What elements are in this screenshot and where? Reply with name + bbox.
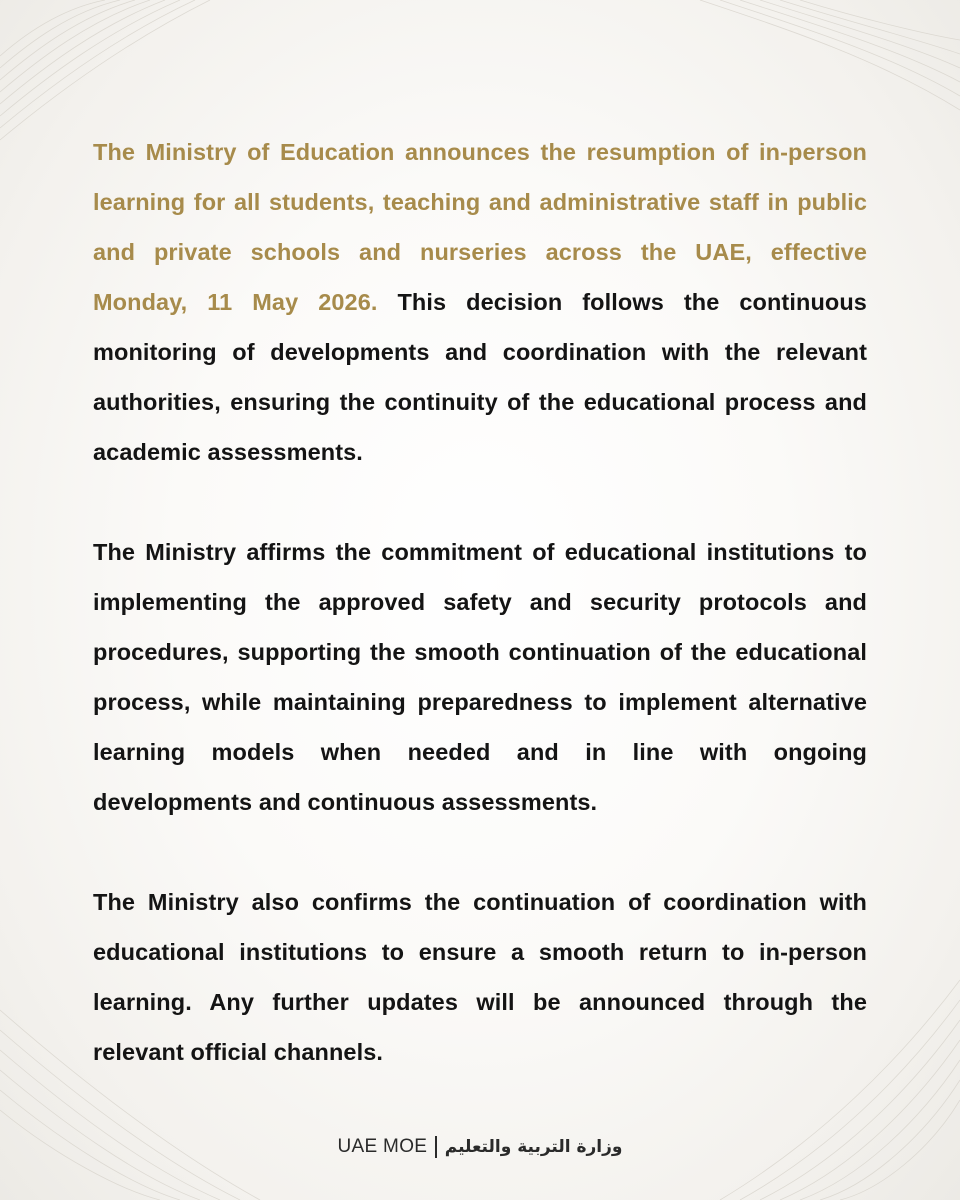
footer-divider: [435, 1136, 437, 1158]
paragraph-text: This decision follows the continuous monitoring of developments and coordination with the relevant authorities, ensuring the continuity of the educational process and academic assessments.: [93, 289, 867, 465]
announcement-paragraph-3: [93, 877, 867, 1077]
footer-branding: [0, 1132, 960, 1162]
paragraph-text: The Ministry affirms the commitment of educational institutions to implementing the approved safety and security protocols and procedures, supporting the smooth continuation of the educational process, while maintaining preparedness to implement alternative learning models when needed and in line with ongoing developments and continuous assessments.: [93, 539, 867, 815]
announcement-paragraph-1: [93, 127, 867, 477]
announcement-paragraph-2: [93, 527, 867, 827]
org-name-english: UAE MOE: [337, 1136, 428, 1157]
announcement-highlight: The Ministry of Education announces the resumption of in-person learning for all students, teaching and administrative staff in public and private schools and nurseries across the UAE, effective Monday, 11 May 2026.: [93, 139, 867, 315]
org-name-arabic: وزارة التربية والتعليم: [444, 1137, 623, 1157]
paragraph-text: The Ministry also confirms the continuation of coordination with educational institutions to ensure a smooth return to in-person learning. Any further updates will be announced through the relevant official channels.: [93, 889, 867, 1065]
announcement-body: [93, 127, 867, 1077]
